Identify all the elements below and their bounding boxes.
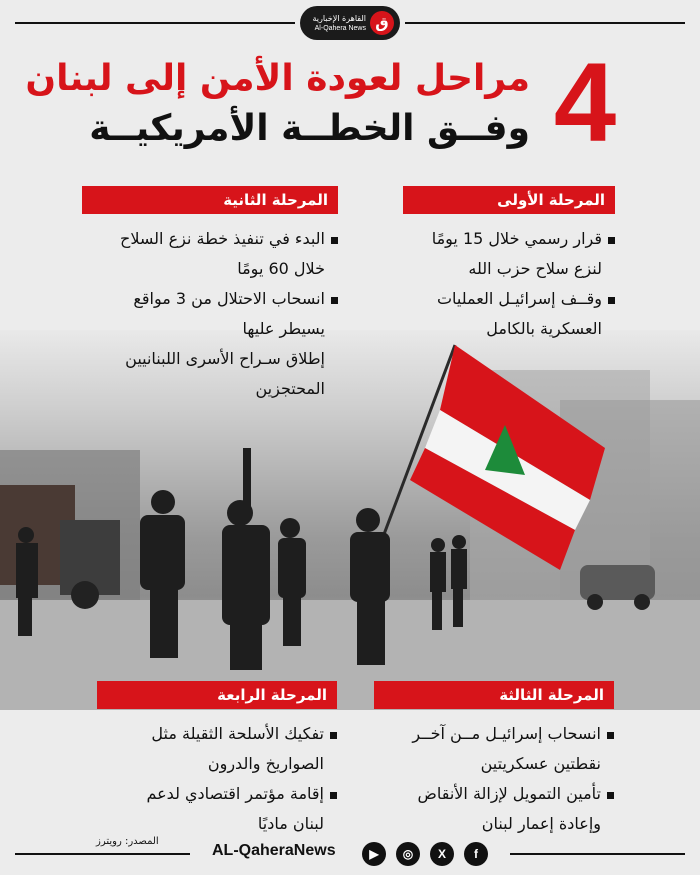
top-divider-right: [405, 22, 685, 24]
facebook-icon[interactable]: f: [464, 842, 488, 866]
bullet-icon: [608, 297, 615, 304]
list-item-text: قرار رسمي خلال 15 يومًا: [431, 229, 602, 248]
phase-1-list: [403, 224, 615, 344]
title-line-1: مراحل لعودة الأمن إلى لبنان: [25, 58, 530, 99]
list-item-text: نقطتين عسكريتين: [480, 754, 601, 773]
youtube-icon[interactable]: ▶: [362, 842, 386, 866]
phase-4-list: [97, 719, 337, 839]
list-item-text: يسيطر عليها: [242, 319, 325, 338]
x-icon[interactable]: X: [430, 842, 454, 866]
phase-1: [403, 186, 615, 344]
list-item: [82, 344, 338, 404]
list-item-text: لنزع سلاح حزب الله: [468, 259, 602, 278]
brand-logo-text: [313, 15, 366, 32]
footer-divider-left: [15, 853, 190, 855]
list-item: [82, 224, 338, 284]
phase-2-label: المرحلة الثانية: [82, 186, 338, 214]
phase-1-label: المرحلة الأولى: [403, 186, 615, 214]
source-credit: المصدر: رويترز: [96, 836, 159, 847]
phase-2: [82, 186, 338, 404]
list-item-text: تأمين التمويل لإزالة الأنقاض: [417, 784, 601, 803]
phase-3: [374, 681, 614, 839]
list-item: [403, 284, 615, 344]
bullet-icon: [331, 237, 338, 244]
bullet-spacer: [331, 357, 338, 364]
bullet-icon: [331, 297, 338, 304]
bullet-icon: [607, 792, 614, 799]
list-item-text: لبنان ماديًا: [257, 814, 324, 833]
top-divider-left: [15, 22, 295, 24]
list-item-text: البدء في تنفيذ خطة نزع السلاح: [120, 229, 325, 248]
brand-logo: [300, 6, 400, 40]
footer-divider-right: [510, 853, 685, 855]
list-item-text: الصواريخ والدرون: [207, 754, 324, 773]
logo-mark-icon: ق: [370, 11, 394, 35]
phase-3-list: [374, 719, 614, 839]
list-item-text: إقامة مؤتمر اقتصادي لدعم: [146, 784, 324, 803]
list-item-text: العسكرية بالكامل: [486, 319, 602, 338]
phase-4-label: المرحلة الرابعة: [97, 681, 337, 709]
title-number: 4: [553, 40, 617, 165]
list-item-text: المحتجزين: [255, 379, 325, 398]
list-item-text: وقــف إسرائيـل العمليات: [436, 289, 602, 308]
list-item-text: وإعادة إعمار لبنان: [481, 814, 601, 833]
phase-3-label: المرحلة الثالثة: [374, 681, 614, 709]
bullet-icon: [330, 732, 337, 739]
list-item-text: انسحاب إسرائيـل مــن آخــر: [412, 724, 601, 743]
instagram-icon[interactable]: ◎: [396, 842, 420, 866]
phase-2-list: [82, 224, 338, 404]
list-item-text: انسحاب الاحتلال من 3 مواقع: [133, 289, 325, 308]
footer-brand: AL-QaheraNews: [212, 842, 336, 859]
list-item-text: تفكيك الأسلحة الثقيلة مثل: [151, 724, 324, 743]
logo-english: Al-Qahera News: [314, 24, 366, 32]
list-item: [374, 779, 614, 839]
title-line-2: وفــق الخطــة الأمريكيــة: [89, 108, 530, 149]
list-item-text: خلال 60 يومًا: [237, 259, 325, 278]
list-item: [97, 719, 337, 779]
bullet-icon: [608, 237, 615, 244]
bullet-icon: [607, 732, 614, 739]
list-item-text: إطلاق سـراح الأسرى اللبنانيين: [125, 349, 325, 368]
list-item: [97, 779, 337, 839]
list-item: [403, 224, 615, 284]
phase-4: [97, 681, 337, 839]
list-item: [374, 719, 614, 779]
bullet-icon: [330, 792, 337, 799]
logo-arabic: القاهرة الإخبارية: [312, 13, 366, 23]
list-item: [82, 284, 338, 344]
